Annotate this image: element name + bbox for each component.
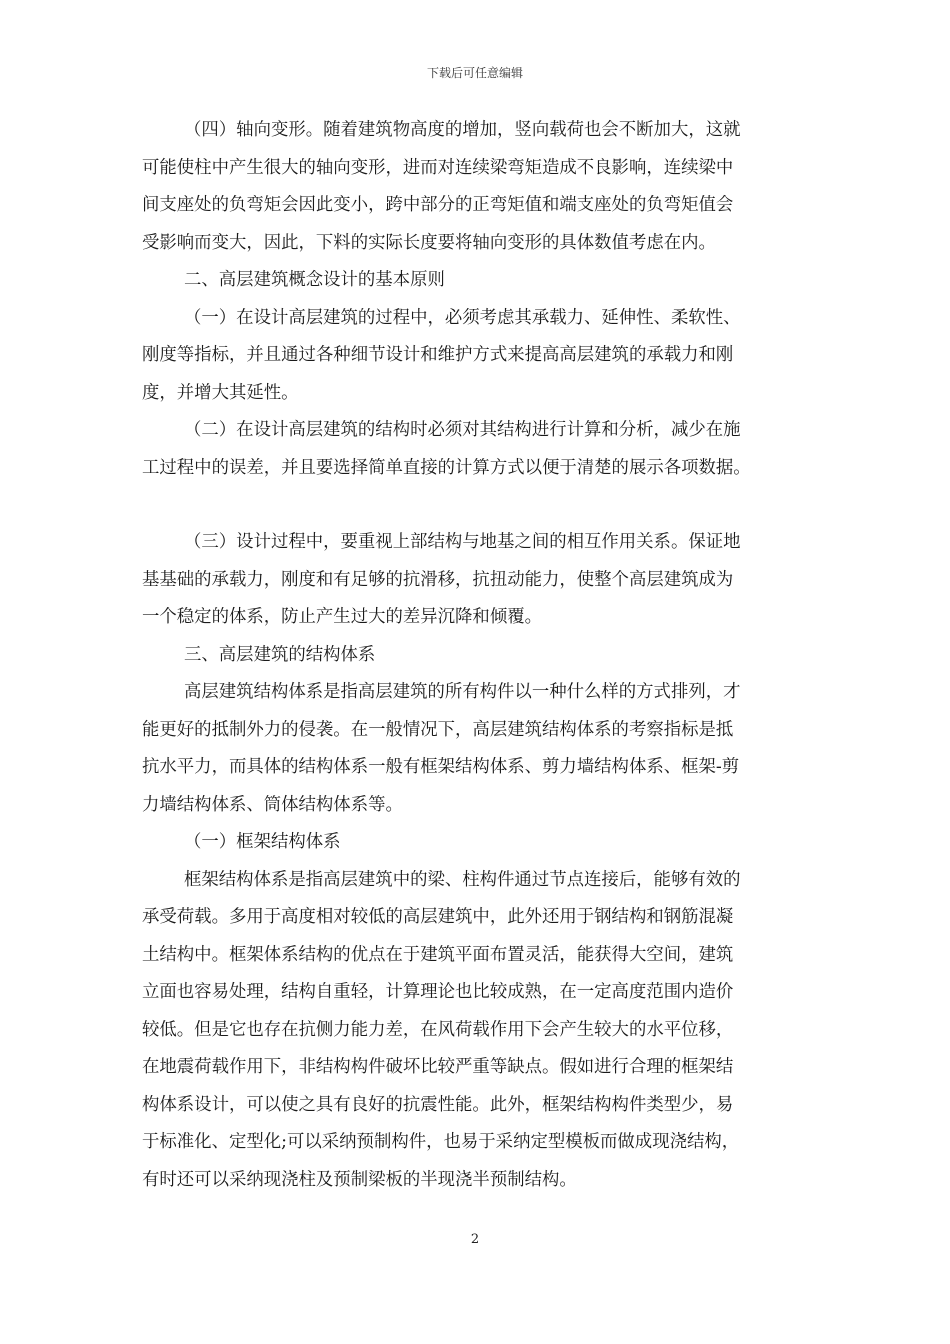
text-line: 间支座处的负弯矩会因此变小，跨中部分的正弯矩值和端支座处的负弯矩值会 <box>142 195 734 215</box>
text-line: 刚度等指标，并且通过各种细节设计和维护方式来提高高层建筑的承载力和刚 <box>142 345 734 365</box>
section-heading-structural-systems <box>142 637 822 675</box>
heading-text: 三、高层建筑的结构体系 <box>184 644 376 665</box>
paragraph-frame-system <box>142 862 822 1200</box>
text-line: （一）在设计高层建筑的过程中，必须考虑其承载力、延伸性、柔软性、 <box>184 307 741 328</box>
text-line: 土结构中。框架体系结构的优点在于建筑平面布置灵活，能获得大空间，建筑 <box>142 944 734 965</box>
paragraph-structural-systems <box>142 674 822 824</box>
text-line: 框架结构体系是指高层建筑中的梁、柱构件通过节点连接后，能够有效的 <box>184 869 741 890</box>
text-line: 工过程中的误差，并且要选择简单直接的计算方式以便于清楚的展示各项数据。 <box>142 457 751 478</box>
text-line: 可能使柱中产生很大的轴向变形，进而对连续梁弯矩造成不良影响，连续梁中 <box>142 157 734 178</box>
heading-text: 二、高层建筑概念设计的基本原则 <box>184 270 445 290</box>
text-line: 基基础的承载力，刚度和有足够的抗滑移，抗扭动能力，使整个高层建筑成为 <box>142 569 734 590</box>
subsection-heading-frame-system <box>142 824 822 862</box>
paragraph-principle-3 <box>142 524 822 637</box>
text-line: 承受荷载。多用于高度相对较低的高层建筑中，此外还用于钢结构和钢筋混凝 <box>142 907 734 927</box>
heading-text: （一）框架结构体系 <box>184 832 341 852</box>
text-line: 立面也容易处理，结构自重轻，计算理论也比较成熟，在一定高度范围内造价 <box>142 982 734 1002</box>
text-line: （三）设计过程中，要重视上部结构与地基之间的相互作用关系。保证地 <box>184 532 741 552</box>
text-line: 于标准化、定型化;可以采纳预制构件，也易于采纳定型模板而做成现浇结构， <box>142 1132 740 1152</box>
text-line: （二）在设计高层建筑的结构时必须对其结构进行计算和分析，减少在施 <box>184 420 741 440</box>
page-number: 2 <box>470 1232 480 1247</box>
text-line: 受影响而变大，因此，下料的实际长度要将轴向变形的具体数值考虑在内。 <box>142 232 716 253</box>
paragraph-principle-2 <box>142 412 822 487</box>
text-line: 能更好的抵制外力的侵袭。在一般情况下，高层建筑结构体系的考察指标是抵 <box>142 719 734 740</box>
text-line: 一个稳定的体系，防止产生过大的差异沉降和倾覆。 <box>142 607 542 627</box>
text-line: 高层建筑结构体系是指高层建筑的所有构件以一种什么样的方式排列，才 <box>184 682 741 702</box>
text-line: 有时还可以采纳现浇柱及预制梁板的半现浇半预制结构。 <box>142 1169 577 1190</box>
text-line: 力墙结构体系、筒体结构体系等。 <box>142 794 403 815</box>
page-header: 下载后可任意编辑 <box>426 66 523 80</box>
text-line: （四）轴向变形。随着建筑物高度的增加，竖向载荷也会不断加大，这就 <box>184 120 741 140</box>
text-line: 构体系设计，可以使之具有良好的抗震性能。此外，框架结构构件类型少，易 <box>142 1094 734 1115</box>
text-line: 在地震荷载作用下，非结构构件破坏比较严重等缺点。假如进行合理的框架结 <box>142 1057 734 1077</box>
section-heading-basic-principles <box>142 262 822 300</box>
blank-line <box>142 487 822 524</box>
text-line: 较低。但是它也存在抗侧力能力差，在风荷载作用下会产生较大的水平位移， <box>142 1019 734 1040</box>
paragraph-principle-1 <box>142 300 822 413</box>
document-body <box>142 112 822 1199</box>
text-line: 抗水平力，而具体的结构体系一般有框架结构体系、剪力墙结构体系、框架-剪 <box>142 757 740 777</box>
paragraph-axial-deformation <box>142 112 822 262</box>
text-line: 度，并增大其延性。 <box>142 382 299 403</box>
